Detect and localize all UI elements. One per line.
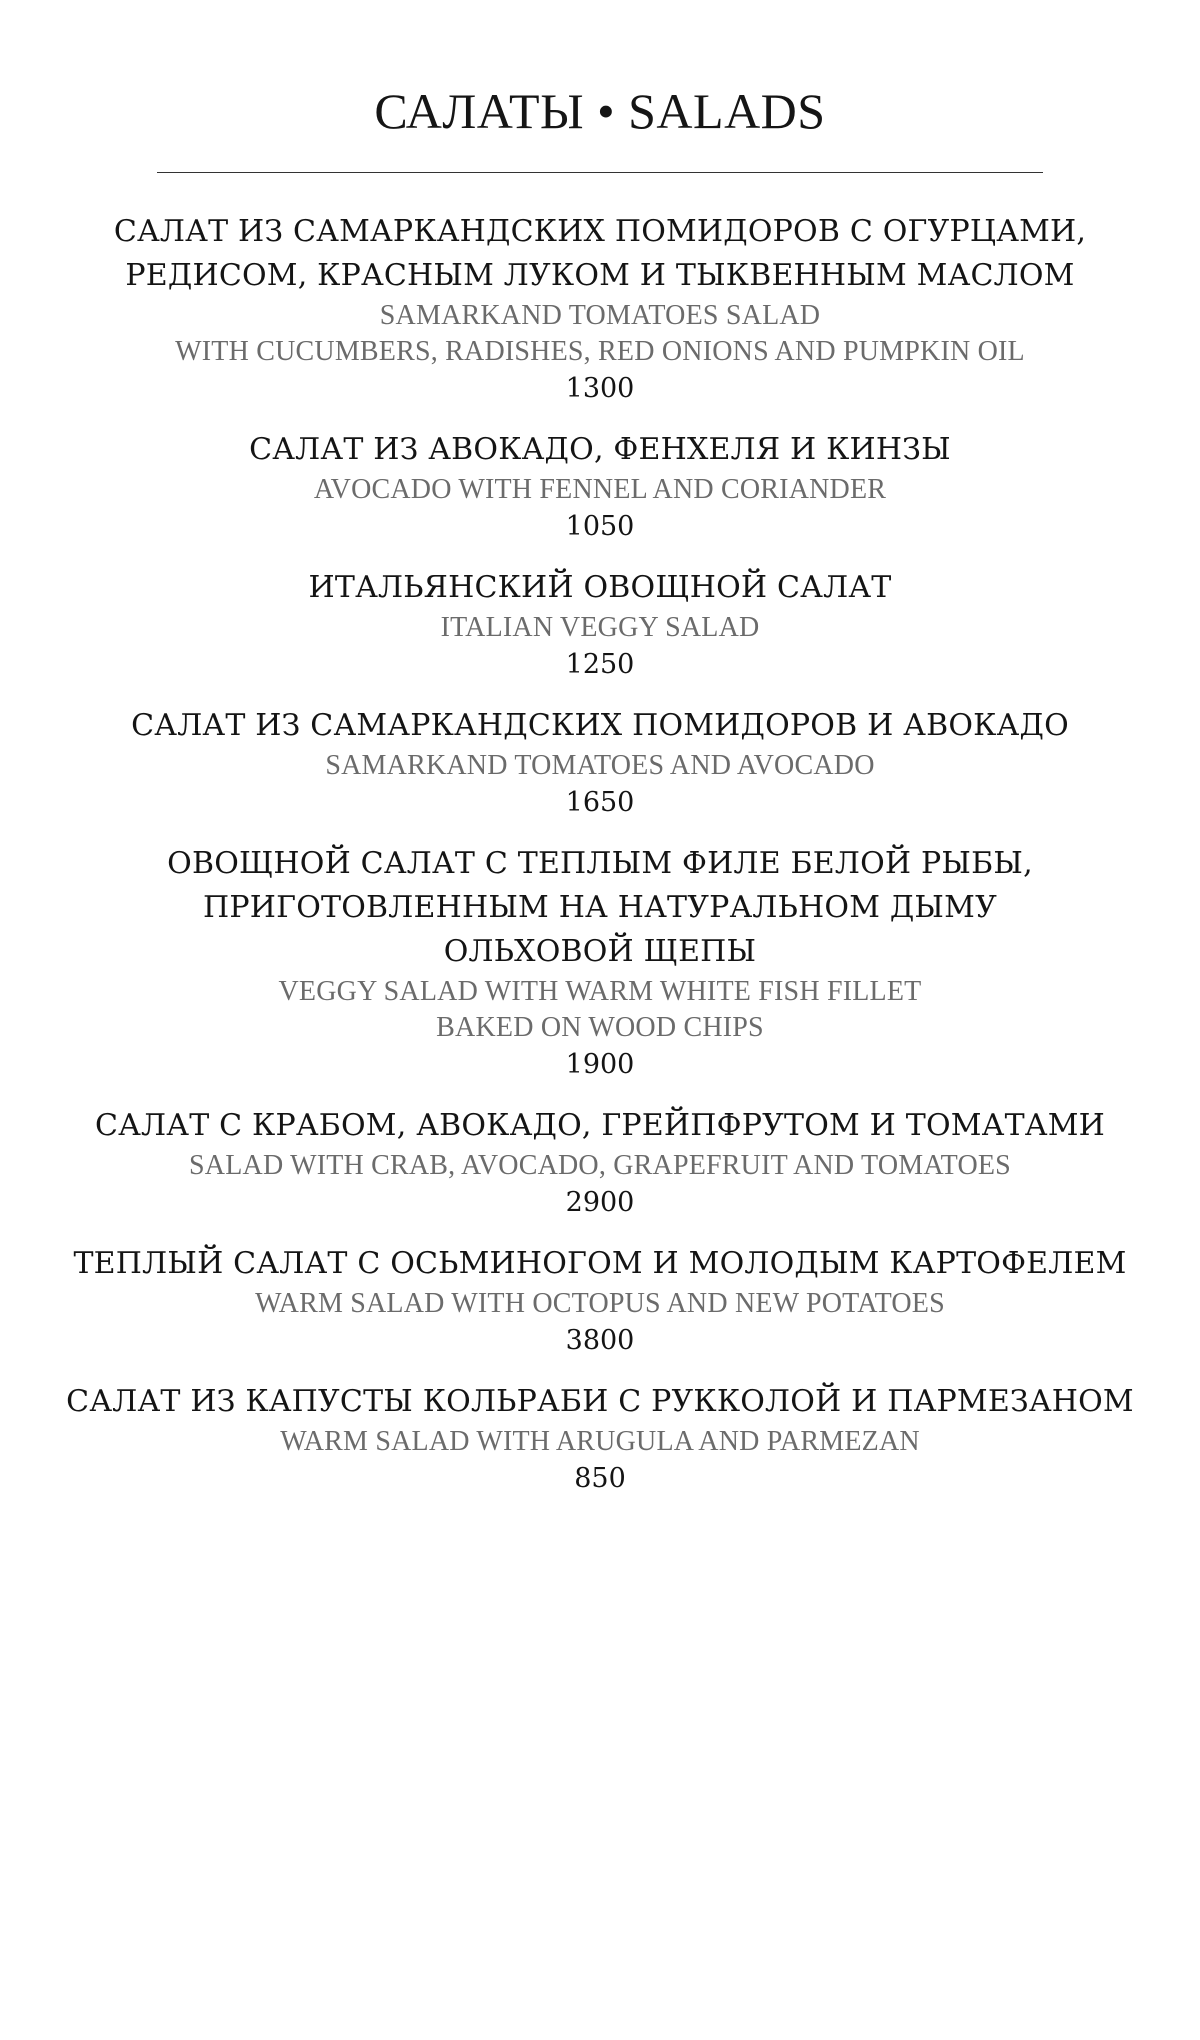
menu-item bbox=[0, 842, 1200, 1084]
menu-item bbox=[0, 566, 1200, 684]
dish-name-en-line: WITH CUCUMBERS, RADISHES, RED ONIONS AND PUMPKIN OIL bbox=[175, 336, 1025, 367]
dish-name-en bbox=[0, 472, 1200, 508]
dish-name-ru-line: САЛАТ ИЗ АВОКАДО, ФЕНХЕЛЯ И КИНЗЫ bbox=[249, 432, 951, 467]
dish-name-ru bbox=[0, 842, 1200, 974]
dish-price: 1300 bbox=[565, 373, 635, 404]
dish-name-ru-line: САЛАТ ИЗ САМАРКАНДСКИХ ПОМИДОРОВ С ОГУРЦАМИ, bbox=[113, 214, 1087, 249]
dish-name-en bbox=[0, 1424, 1200, 1460]
dish-name-ru bbox=[0, 704, 1200, 748]
dish-price: 1250 bbox=[565, 649, 635, 680]
dish-name-ru-line: РЕДИСОМ, КРАСНЫМ ЛУКОМ И ТЫКВЕННЫМ МАСЛОМ bbox=[125, 258, 1075, 293]
dish-name-en bbox=[0, 1286, 1200, 1322]
dish-price: 2900 bbox=[565, 1187, 635, 1218]
dish-price: 3800 bbox=[565, 1325, 635, 1356]
title-divider bbox=[157, 172, 1043, 173]
dish-name-ru-line: ОВОЩНОЙ САЛАТ С ТЕПЛЫМ ФИЛЕ БЕЛОЙ РЫБЫ, bbox=[167, 846, 1033, 881]
dish-name-en bbox=[0, 974, 1200, 1046]
dish-name-en-line: WARM SALAD WITH OCTOPUS AND NEW POTATOES bbox=[255, 1288, 945, 1319]
dish-price: 1900 bbox=[565, 1049, 635, 1080]
dish-name-en-line: SALAD WITH CRAB, AVOCADO, GRAPEFRUIT AND TOMATOES bbox=[189, 1150, 1011, 1181]
dish-name-en-line: VEGGY SALAD WITH WARM WHITE FISH FILLET bbox=[278, 976, 922, 1007]
salad-list bbox=[0, 210, 1200, 1518]
dish-name-ru bbox=[0, 1104, 1200, 1148]
menu-item bbox=[0, 1380, 1200, 1498]
dish-name-ru bbox=[0, 1380, 1200, 1424]
dish-name-ru-line: САЛАТ С КРАБОМ, АВОКАДО, ГРЕЙПФРУТОМ И ТОМАТАМИ bbox=[94, 1108, 1106, 1143]
menu-item bbox=[0, 704, 1200, 822]
dish-name-ru-line: ИТАЛЬЯНСКИЙ ОВОЩНОЙ САЛАТ bbox=[308, 570, 892, 605]
dish-name-en bbox=[0, 748, 1200, 784]
dish-name-en-line: WARM SALAD WITH ARUGULA AND PARMEZAN bbox=[280, 1426, 920, 1457]
dish-name-ru-line: ТЕПЛЫЙ САЛАТ С ОСЬМИНОГОМ И МОЛОДЫМ КАРТОФЕЛЕМ bbox=[73, 1246, 1127, 1281]
menu-item bbox=[0, 1104, 1200, 1222]
menu-item bbox=[0, 210, 1200, 408]
dish-name-en bbox=[0, 1148, 1200, 1184]
dish-name-en-line: AVOCADO WITH FENNEL AND CORIANDER bbox=[313, 474, 887, 505]
dish-name-ru-line: САЛАТ ИЗ КАПУСТЫ КОЛЬРАБИ С РУККОЛОЙ И ПАРМЕЗАНОМ bbox=[66, 1384, 1134, 1419]
dish-name-en-line: BAKED ON WOOD CHIPS bbox=[436, 1012, 764, 1043]
dish-name-en-line: ITALIAN VEGGY SALAD bbox=[440, 612, 760, 643]
dish-name-ru-line: САЛАТ ИЗ САМАРКАНДСКИХ ПОМИДОРОВ И АВОКАДО bbox=[131, 708, 1069, 743]
dish-price: 850 bbox=[574, 1463, 626, 1494]
dish-name-ru-line: ПРИГОТОВЛЕННЫМ НА НАТУРАЛЬНОМ ДЫМУ bbox=[203, 890, 997, 925]
dish-name-en bbox=[0, 610, 1200, 646]
dish-name-en bbox=[0, 298, 1200, 370]
dish-price: 1650 bbox=[565, 787, 635, 818]
dish-name-ru-line: ОЛЬХОВОЙ ЩЕПЫ bbox=[443, 934, 757, 969]
dish-name-ru bbox=[0, 1242, 1200, 1286]
dish-price: 1050 bbox=[565, 511, 635, 542]
dish-name-en-line: SAMARKAND TOMATOES AND AVOCADO bbox=[325, 750, 875, 781]
dish-name-ru bbox=[0, 566, 1200, 610]
dish-name-ru bbox=[0, 210, 1200, 298]
menu-item bbox=[0, 1242, 1200, 1360]
menu-item bbox=[0, 428, 1200, 546]
dish-name-en-line: SAMARKAND TOMATOES SALAD bbox=[379, 300, 821, 331]
dish-name-ru bbox=[0, 428, 1200, 472]
page-title: САЛАТЫ • SALADS bbox=[374, 83, 826, 139]
